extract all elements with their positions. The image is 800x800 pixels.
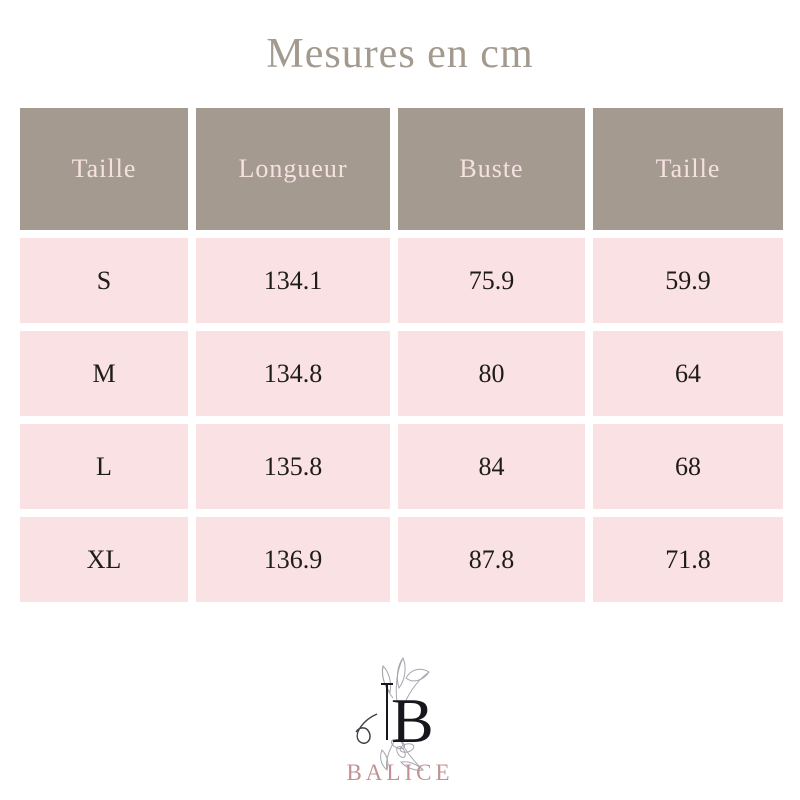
cell-m-buste: 80: [398, 331, 585, 416]
column-header-buste: Buste: [398, 108, 585, 230]
column-header-longueur: Longueur: [196, 108, 390, 230]
cell-l-taille: 68: [593, 424, 783, 509]
brand-name: BALICE: [346, 760, 454, 785]
cell-s-longueur: 134.1: [196, 238, 390, 323]
brand-logo: [0, 652, 800, 786]
monogram-letter: B: [391, 685, 434, 756]
cell-size-l: L: [20, 424, 188, 509]
cell-size-m: M: [20, 331, 188, 416]
cell-size-xl: XL: [20, 517, 188, 602]
cell-s-buste: 75.9: [398, 238, 585, 323]
cell-xl-longueur: 136.9: [196, 517, 390, 602]
cell-m-longueur: 134.8: [196, 331, 390, 416]
cell-xl-taille: 71.8: [593, 517, 783, 602]
page-title: Mesures en cm: [266, 31, 534, 77]
cell-m-taille: 64: [593, 331, 783, 416]
column-header-taille-2: Taille: [593, 108, 783, 230]
cell-size-s: S: [20, 238, 188, 323]
cell-l-longueur: 135.8: [196, 424, 390, 509]
column-header-taille: Taille: [20, 108, 188, 230]
cell-l-buste: 84: [398, 424, 585, 509]
cell-xl-buste: 87.8: [398, 517, 585, 602]
size-table: [20, 108, 783, 602]
cell-s-taille: 59.9: [593, 238, 783, 323]
floral-monogram-icon: [335, 652, 465, 776]
